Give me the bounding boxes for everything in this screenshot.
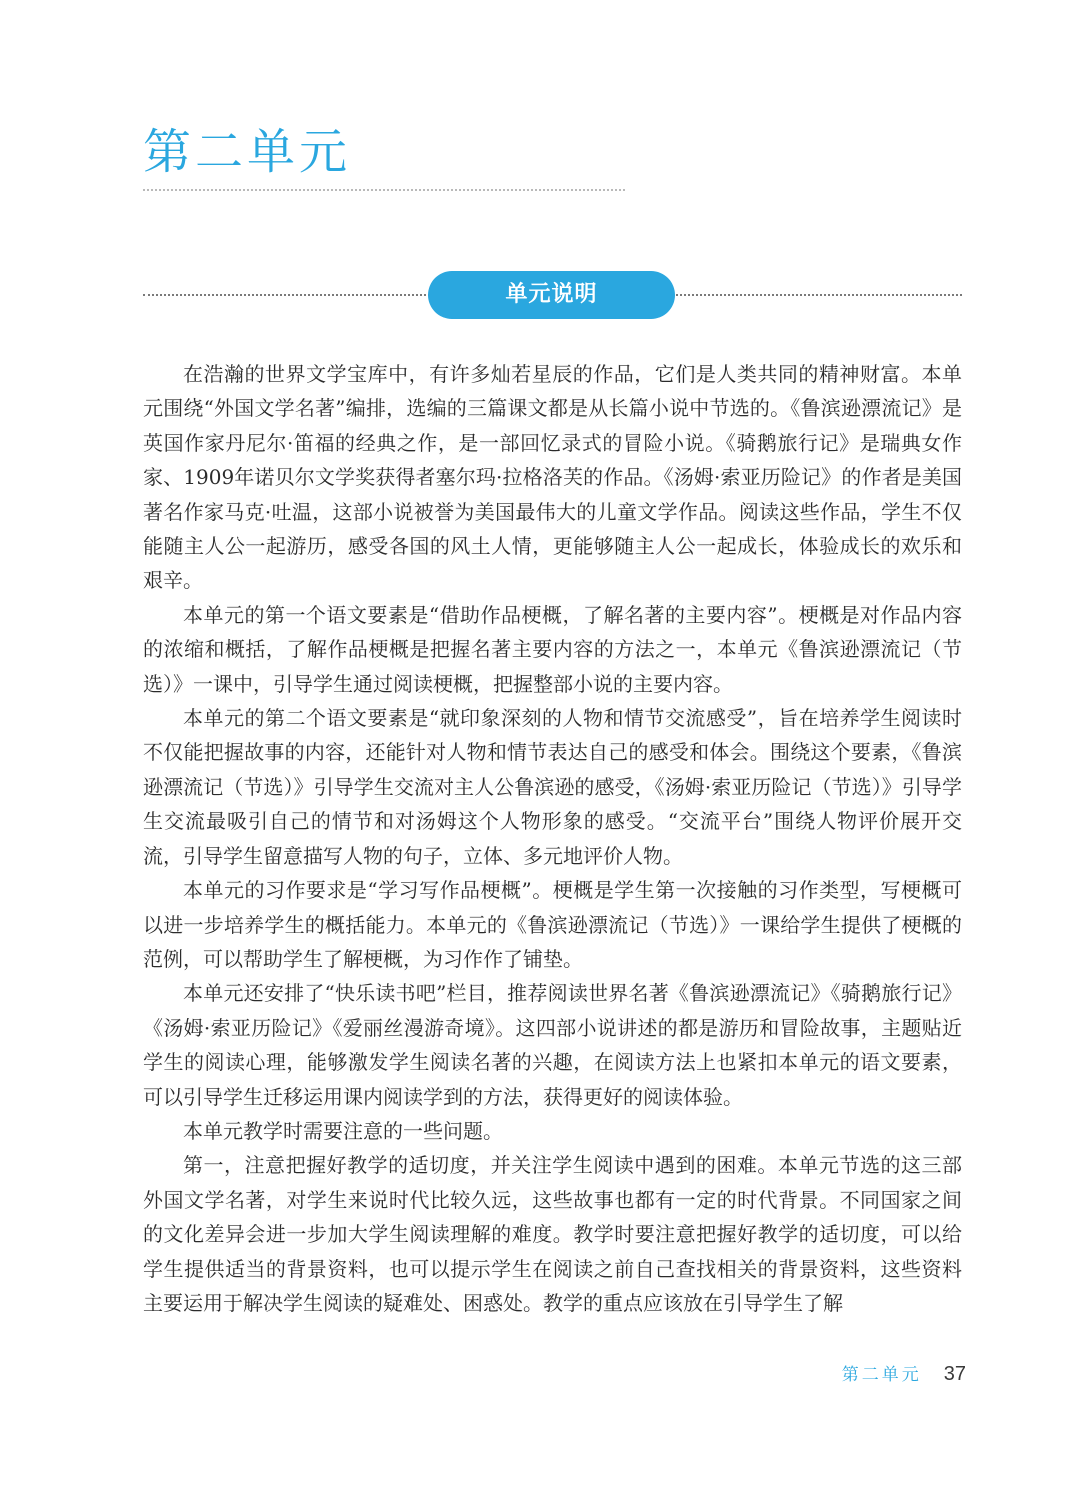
paragraph: 本单元的第一个语文要素是“借助作品梗概，了解名著的主要内容”。梗概是对作品内容的浓缩和概括，了解作品梗概是把握名著主要内容的方法之一，本单元《鲁滨逊漂流记（节选）》一课中，引导学生通过阅读梗概，把握整部小说的主要内容。 xyxy=(143,602,962,696)
paragraph: 本单元的习作要求是“学习写作品梗概”。梗概是学生第一次接触的习作类型，写梗概可以进一步培养学生的概括能力。本单元的《鲁滨逊漂流记（节选）》一课给学生提供了梗概的范例，可以帮助学生了解梗概，为习作作了铺垫。 xyxy=(143,878,962,971)
title-divider xyxy=(143,189,625,191)
section-divider-left xyxy=(143,294,430,296)
paragraph: 本单元教学时需要注意的一些问题。 xyxy=(183,1118,503,1143)
unit-title: 第二单元 xyxy=(143,124,352,180)
paragraph: 第一，注意把握好教学的适切度，并关注学生阅读中遇到的困难。本单元节选的这三部外国文学名著，对学生来说时代比较久远，这些故事也都有一定的时代背景。不同国家之间的文化差异会进一步加大学生阅读理解的难度。教学时要注意把握好教学的适切度，可以给学生提供适当的背景资料，也可以提示学生在阅读之前自己查找相关的背景资料，这些资料主要运用于解决学生阅读的疑难处、困惑处。教学的重点应该放在引导学生了解 xyxy=(143,1153,962,1315)
paragraph: 本单元的第二个语文要素是“就印象深刻的人物和情节交流感受”，旨在培养学生阅读时不仅能把握故事的内容，还能针对人物和情节表达自己的感受和体会。围绕这个要素，《鲁滨逊漂流记（节选）》引导学生交流对主人公鲁滨逊的感受，《汤姆·索亚历险记（节选）》引导学生交流最吸引自己的情节和对汤姆这个人物形象的感受。“交流平台”围绕人物评价展开交流，引导学生留意描写人物的句子，立体、多元地评价人物。 xyxy=(143,706,962,868)
unit-description xyxy=(143,357,962,1320)
paragraph: 在浩瀚的世界文学宝库中，有许多灿若星辰的作品，它们是人类共同的精神财富。本单元围绕“外国文学名著”编排，选编的三篇课文都是从长篇小说中节选的。《鲁滨逊漂流记》是英国作家丹尼尔·笛福的经典之作，是一部回忆录式的冒险小说。《骑鹅旅行记》是瑞典女作家、1909年诺贝尔文学奖获得者塞尔玛·拉格洛芙的作品。《汤姆·索亚历险记》的作者是美国著名作家马克·吐温，这部小说被誉为美国最伟大的儿童文学作品。阅读这些作品，学生不仅能随主人公一起游历，感受各国的风土人情，更能够随主人公一起成长，体验成长的欢乐和艰辛。 xyxy=(143,362,962,593)
section-divider-right xyxy=(676,294,962,296)
page-number: 37 xyxy=(943,1363,966,1385)
section-heading: 单元说明 xyxy=(428,271,675,319)
page-footer xyxy=(842,1360,966,1386)
footer-unit-label: 第二单元 xyxy=(841,1365,922,1385)
paragraph: 本单元还安排了“快乐读书吧”栏目，推荐阅读世界名著《鲁滨逊漂流记》《骑鹅旅行记》《汤姆·索亚历险记》《爱丽丝漫游奇境》。这四部小说讲述的都是游历和冒险故事，主题贴近学生的阅读心理，能够激发学生阅读名著的兴趣，在阅读方法上也紧扣本单元的语文要素，可以引导学生迁移运用课内阅读学到的方法，获得更好的阅读体验。 xyxy=(143,981,962,1109)
